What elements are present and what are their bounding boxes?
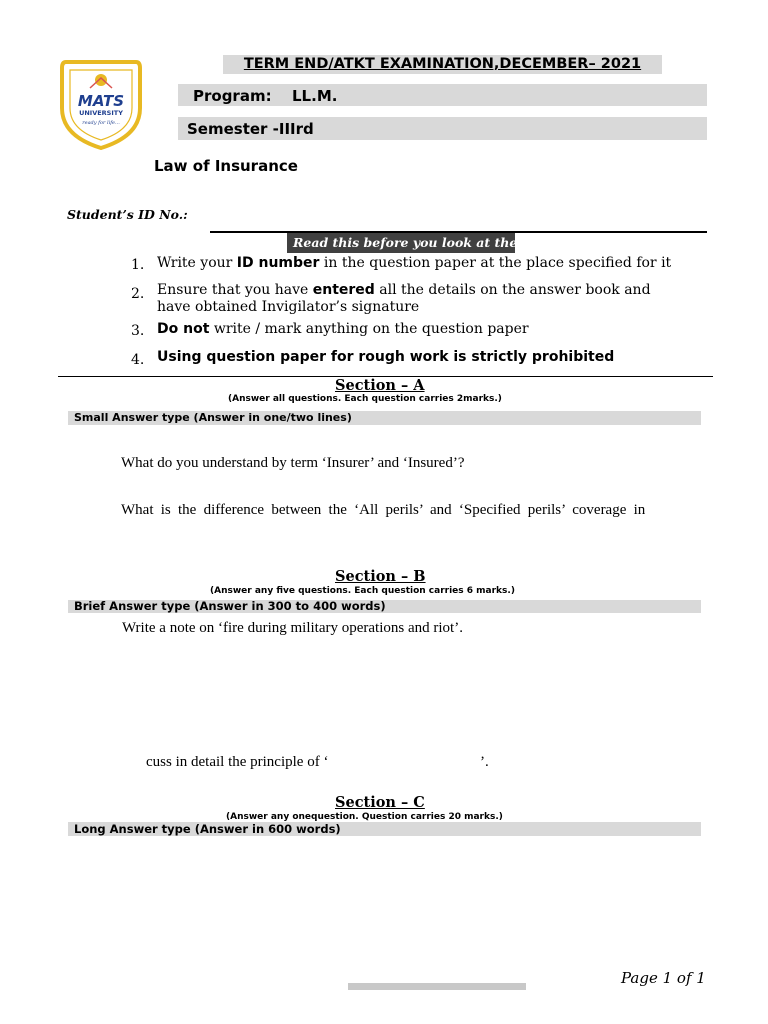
logo-name: MATS [77,92,125,110]
instruction-number: 2. [131,286,145,302]
logo-tagline: ready for life... [82,120,120,126]
question-text: cuss in detail the principle of ‘ [146,754,329,770]
question-text-end: ’. [480,754,489,770]
instruction-number: 1. [131,257,145,273]
question-text: What is the difference between the ‘All perils’ and ‘Specified perils’ coverage in [121,502,646,518]
section-b-type: Brief Answer type (Answer in 300 to 400 words) [68,600,701,613]
instruction-item: Write your ID number in the question paper at the place specified for it [157,255,672,271]
exam-title: TERM END/ATKT EXAMINATION,DECEMBER– 2021 [223,55,662,74]
subject-title: Law of Insurance [154,157,298,175]
semester-text: Semester -IIIrd [187,120,314,138]
page-number: Page 1 of 1 [621,969,706,987]
section-c-title: Section – C [335,794,425,811]
section-b-note: (Answer any five questions. Each question carries 6 marks.) [210,586,515,596]
section-a-type: Small Answer type (Answer in one/two lines) [68,411,701,425]
section-b-title: Section – B [335,568,426,585]
instruction-item-continued: have obtained Invigilator’s signature [157,299,420,315]
student-id-label: Student’s ID No.: [67,207,188,222]
university-logo [60,58,142,150]
logo-subname: UNIVERSITY [79,109,123,117]
question-text: Write a note on ‘fire during military operations and riot’. [122,620,463,636]
instruction-item: Using question paper for rough work is strictly prohibited [157,349,615,365]
question-text: What do you understand by term ‘Insurer’ and ‘Insured’? [121,455,465,471]
read-notice: Read this before you look at the [287,233,515,253]
section-c-type: Long Answer type (Answer in 600 words) [68,822,701,836]
section-a-title: Section – A [335,377,425,394]
instruction-number: 3. [131,323,145,339]
section-c-note: (Answer any onequestion. Question carries 20 marks.) [226,812,503,822]
footer-bar [348,983,526,990]
program-value: LL.M. [292,87,338,105]
instruction-number: 4. [131,352,145,368]
instruction-item: Ensure that you have entered all the details on the answer book and [157,282,651,298]
instruction-item: Do not write / mark anything on the question paper [157,321,529,337]
program-label: Program: [193,87,272,105]
section-a-note: (Answer all questions. Each question carries 2marks.) [228,394,502,404]
